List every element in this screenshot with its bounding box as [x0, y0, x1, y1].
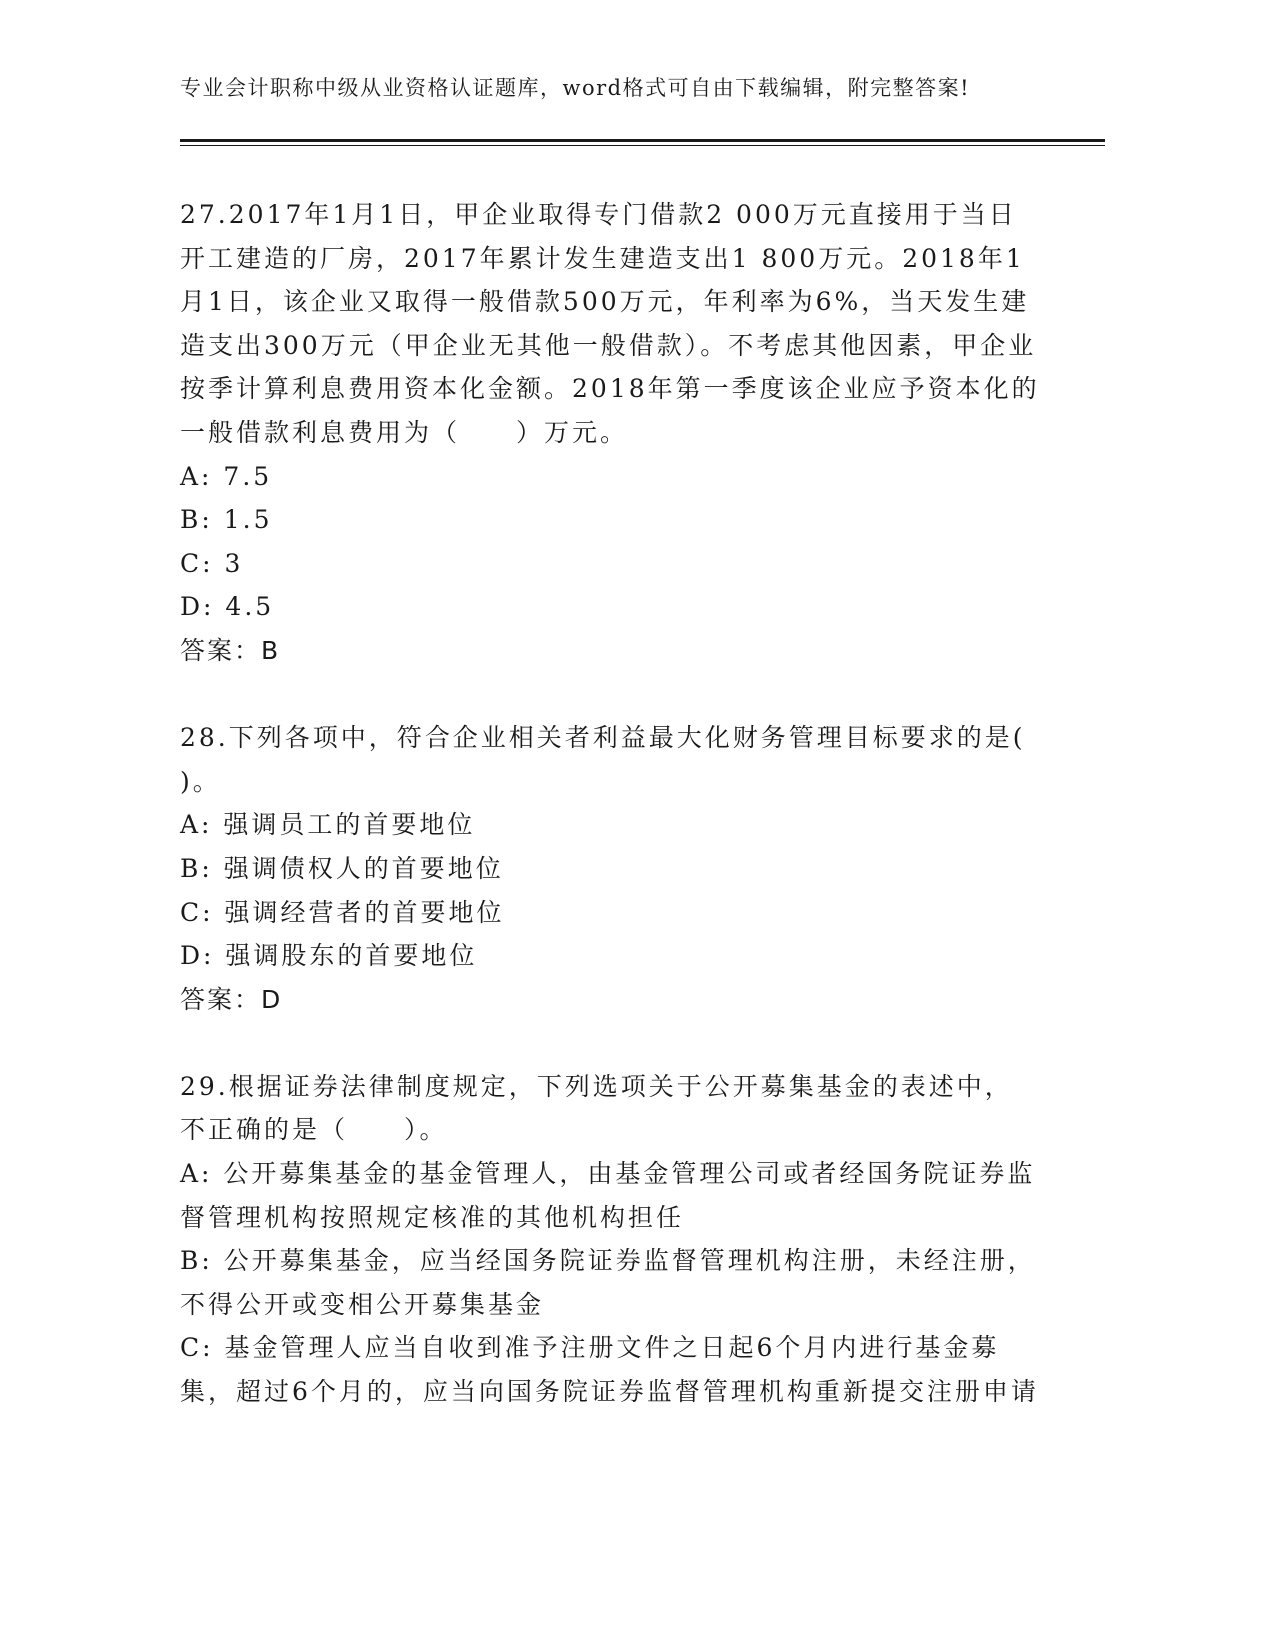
option-a: A: 公开募集基金的基金管理人，由基金管理公司或者经国务院证券监督管理机构按照规定核准的其他机构担任	[180, 1159, 1036, 1232]
option-c: C: 强调经营者的首要地位	[180, 897, 505, 927]
question-stem: 29.根据证券法律制度规定，下列选项关于公开募集基金的表述中，不正确的是（ ）。	[180, 1071, 1013, 1145]
answer-line: 答案：B	[180, 635, 281, 665]
option-d: D: 4.5	[180, 592, 275, 622]
question-stem: 28.下列各项中，符合企业相关者利益最大化财务管理目标要求的是( )。	[180, 723, 1026, 796]
question-28	[180, 716, 1040, 1021]
option-b: B: 公开募集基金，应当经国务院证券监督管理机构注册，未经注册，不得公开或变相公开募集基金	[180, 1246, 1036, 1319]
header-rule-thick	[180, 139, 1105, 142]
spacer	[180, 673, 1040, 717]
page-header: 专业会计职称中级从业资格认证题库，word格式可自由下载编辑，附完整答案!	[180, 76, 971, 100]
option-a: A: 7.5	[180, 461, 273, 491]
question-27	[180, 193, 1040, 673]
option-c: C: 基金管理人应当自收到准予注册文件之日起6个月内进行基金募集，超过6个月的，应当向国务院证券监督管理机构重新提交注册申请	[180, 1333, 1039, 1407]
answer-line: 答案：D	[180, 984, 283, 1014]
option-d: D: 强调股东的首要地位	[180, 941, 478, 971]
option-a: A: 强调员工的首要地位	[180, 810, 476, 840]
question-list	[180, 193, 1040, 1414]
option-c: C: 3	[180, 548, 244, 578]
option-b: B: 1.5	[180, 505, 273, 535]
header-rule-thin	[180, 145, 1105, 146]
spacer	[180, 1021, 1040, 1065]
option-b: B: 强调债权人的首要地位	[180, 853, 504, 883]
question-stem: 27.2017年1月1日，甲企业取得专门借款2 000万元直接用于当日开工建造的厂房，2017年累计发生建造支出1 800万元。2018年1月1日，该企业又取得一般借款500万元，年利率为6%，当天发生建造支出300万元（甲企业无其他一般借款）。不考虑其他因素，甲企业按季计算利息费用资本化金额。2018年第一季度该企业应予资本化的一般借款利息费用为（ ）万元。	[180, 200, 1040, 447]
question-29	[180, 1065, 1040, 1414]
